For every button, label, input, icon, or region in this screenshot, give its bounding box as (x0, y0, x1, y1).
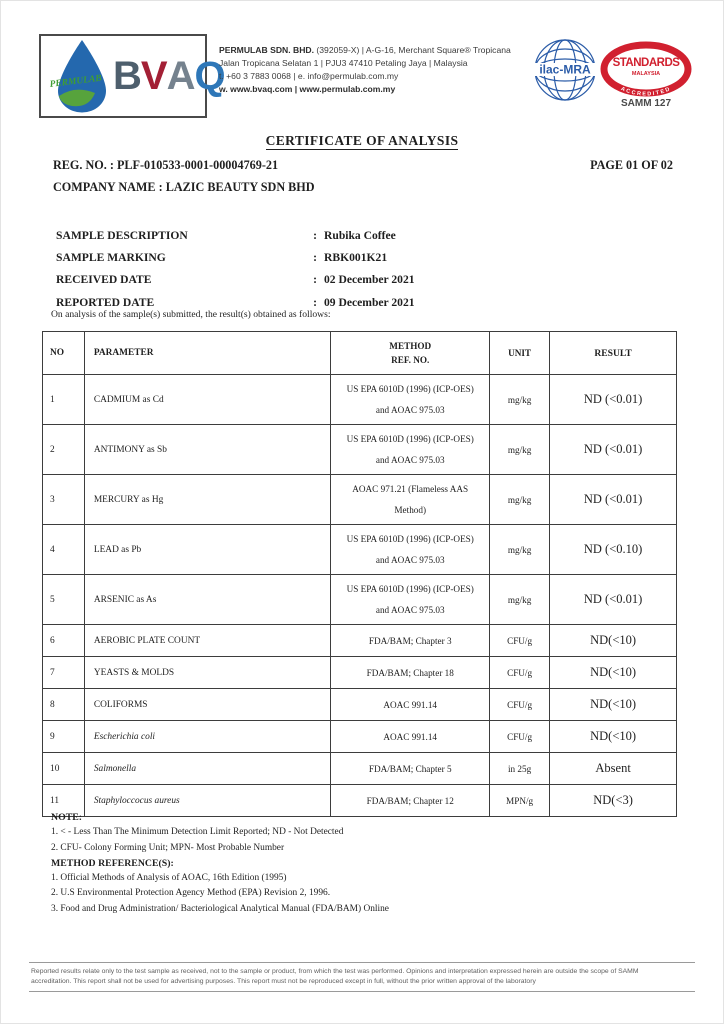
ilac-mra-logo (532, 37, 598, 108)
cell-unit: CFU/g (489, 721, 549, 753)
brand-letter-a: A (166, 54, 195, 98)
disclaimer-footer (29, 962, 695, 992)
bvaq-wordmark (113, 56, 225, 96)
field-label: REPORTED DATE (56, 295, 155, 309)
cell-no: 3 (43, 475, 85, 525)
cell-result: ND (<0.01) (550, 575, 677, 625)
cell-no: 1 (43, 375, 85, 425)
method-line: and AOAC 975.03 (375, 454, 445, 465)
method-line: and AOAC 975.03 (375, 404, 445, 415)
cell-param: ANTIMONY as Sb (84, 425, 331, 475)
table-row (43, 753, 677, 785)
method-line: FDA/BAM; Chapter 5 (368, 763, 452, 774)
field-value: 02 December 2021 (324, 273, 415, 287)
results-table-header (43, 332, 677, 375)
cell-param: AEROBIC PLATE COUNT (84, 625, 331, 657)
cell-result: ND(<10) (550, 721, 677, 753)
reference-item: 1. Official Methods of Analysis of AOAC, 16th Edition (1995) (51, 873, 287, 884)
page-indicator: PAGE 01 OF 02 (590, 158, 673, 172)
method-reference-heading: METHOD REFERENCE(S): (51, 857, 174, 869)
cell-unit: mg/kg (489, 425, 549, 475)
cell-method (331, 657, 490, 689)
analysis-intro-text: On analysis of the sample(s) submitted, the result(s) obtained as follows: (51, 309, 331, 320)
cell-param: Escherichia coli (84, 721, 331, 753)
table-row (43, 425, 677, 475)
table-row (43, 525, 677, 575)
table-row (43, 657, 677, 689)
standards-oval-icon (600, 41, 692, 99)
cell-no: 8 (43, 689, 85, 721)
method-line: US EPA 6010D (1996) (ICP-OES) (346, 383, 474, 394)
samm-number: SAMM 127 (620, 98, 671, 109)
cell-unit: in 25g (489, 753, 549, 785)
sample-marking-row: SAMPLE MARKING : RBK001K21 (56, 251, 388, 265)
cell-result: Absent (550, 753, 677, 785)
cell-no: 5 (43, 575, 85, 625)
cell-no: 11 (43, 785, 85, 817)
cell-unit: MPN/g (489, 785, 549, 817)
field-value: 09 December 2021 (324, 295, 415, 309)
header-result: RESULT (550, 332, 677, 375)
method-line: FDA/BAM; Chapter 3 (368, 635, 452, 646)
cell-param: ARSENIC as As (84, 575, 331, 625)
brand-letter-q: Q (194, 54, 225, 98)
permulab-droplet-logo (45, 37, 119, 115)
results-table (42, 331, 677, 817)
field-value: RBK001K21 (324, 251, 388, 265)
cell-result: ND (<0.10) (550, 525, 677, 575)
company-line-1: PERMULAB SDN. BHD. (392059-X) | A-G-16, Merchant Square® Tropicana (219, 45, 511, 55)
method-line: AOAC 991.14 (383, 699, 438, 710)
note-heading: NOTE: (51, 812, 83, 823)
cell-result: ND (<0.01) (550, 475, 677, 525)
method-line: FDA/BAM; Chapter 18 (366, 667, 454, 678)
company-line-4: w. www.bvaq.com | www.permulab.com.my (219, 83, 396, 94)
table-row (43, 721, 677, 753)
ilac-mra-label: ilac-MRA (539, 62, 591, 77)
cell-no: 7 (43, 657, 85, 689)
reference-item: 3. Food and Drug Administration/ Bacteriological Analytical Manual (FDA/BAM) Online (51, 903, 389, 914)
cell-unit: CFU/g (489, 657, 549, 689)
cell-method (331, 525, 490, 575)
received-date-row: RECEIVED DATE : 02 December 2021 (56, 273, 415, 287)
method-line: Method) (394, 504, 427, 515)
cell-no: 2 (43, 425, 85, 475)
cell-unit: CFU/g (489, 625, 549, 657)
cell-method (331, 375, 490, 425)
company-contact-block (219, 44, 529, 96)
cell-unit: CFU/g (489, 689, 549, 721)
method-line: AOAC 991.14 (383, 731, 438, 742)
document-title-row (1, 132, 723, 150)
cell-result: ND(<10) (550, 625, 677, 657)
results-table-body (43, 375, 677, 817)
company-line-2: Jalan Tropicana Selatan 1 | PJU3 47410 Petaling Jaya | Malaysia (219, 57, 468, 68)
cell-method (331, 753, 490, 785)
method-line: and AOAC 975.03 (375, 554, 445, 565)
note-item: 1. < - Less Than The Minimum Detection Limit Reported; ND - Not Detected (51, 827, 344, 838)
method-line: and AOAC 975.03 (375, 604, 445, 615)
cell-result: ND(<10) (550, 689, 677, 721)
accredited-text: ACCREDITED (619, 85, 673, 98)
header-parameter: PARAMETER (84, 332, 331, 375)
cell-param: CADMIUM as Cd (84, 375, 331, 425)
page-title: CERTIFICATE OF ANALYSIS (265, 133, 459, 148)
cell-no: 6 (43, 625, 85, 657)
cell-result: ND (<0.01) (550, 425, 677, 475)
field-value: Rubika Coffee (324, 228, 396, 242)
sample-info-block (56, 224, 616, 314)
cell-method (331, 625, 490, 657)
cell-no: 10 (43, 753, 85, 785)
header-method: METHOD REF. NO. (331, 332, 490, 375)
cell-param: YEASTS & MOLDS (84, 657, 331, 689)
table-row (43, 625, 677, 657)
method-line: FDA/BAM; Chapter 12 (366, 795, 454, 806)
method-line: US EPA 6010D (1996) (ICP-OES) (346, 433, 474, 444)
standards-malaysia-logo (600, 41, 692, 104)
table-row (43, 375, 677, 425)
cell-param: Salmonella (84, 753, 331, 785)
note-item: 2. CFU- Colony Forming Unit; MPN- Most Probable Number (51, 842, 285, 853)
cell-no: 9 (43, 721, 85, 753)
table-row (43, 575, 677, 625)
brand-letter-b: B (113, 54, 141, 98)
water-drop-icon (45, 37, 119, 115)
registration-row (53, 158, 673, 173)
cell-param: LEAD as Pb (84, 525, 331, 575)
cell-result: ND(<10) (550, 657, 677, 689)
field-label: SAMPLE DESCRIPTION (56, 228, 188, 242)
company-line-3: t. +60 3 7883 0068 | e. info@permulab.com.my (219, 70, 399, 81)
table-row (43, 475, 677, 525)
cell-method (331, 475, 490, 525)
cell-method (331, 721, 490, 753)
cell-unit: mg/kg (489, 475, 549, 525)
permulab-script-text: PERMULAB (49, 73, 103, 90)
cell-unit: mg/kg (489, 375, 549, 425)
globe-icon (532, 37, 598, 103)
method-line: US EPA 6010D (1996) (ICP-OES) (346, 533, 474, 544)
field-label: SAMPLE MARKING (56, 251, 166, 265)
company-name: COMPANY NAME : LAZIC BEAUTY SDN BHD (53, 180, 315, 194)
brand-letter-v: V (140, 54, 167, 98)
table-row (43, 689, 677, 721)
malaysia-text: MALAYSIA (631, 71, 661, 77)
cell-method (331, 425, 490, 475)
sample-description-row: SAMPLE DESCRIPTION : Rubika Coffee (56, 228, 396, 242)
reported-date-row: REPORTED DATE : 09 December 2021 (56, 295, 415, 309)
cell-no: 4 (43, 525, 85, 575)
disclaimer-line-2: accreditation. This report shall not be used for advertising purposes. This report must not be reproduced except in full, without the prior written approval of the laboratory (31, 977, 536, 985)
method-line: AOAC 971.21 (Flameless AAS (352, 483, 469, 494)
standards-text: STANDARDS (612, 57, 680, 69)
cell-param: Staphyloccocus aureus (84, 785, 331, 817)
notes-block (51, 810, 389, 917)
cell-result: ND (<0.01) (550, 375, 677, 425)
cell-unit: mg/kg (489, 525, 549, 575)
cell-param: MERCURY as Hg (84, 475, 331, 525)
reg-no: REG. NO. : PLF-010533-0001-00004769-21 (53, 158, 279, 172)
disclaimer-line-1: Reported results relate only to the test sample as received, not to the sample or product, from which the test was performed. Opinions and interpretation expressed herein are outside the scope of SAMM (31, 968, 639, 975)
reference-item: 2. U.S Environmental Protection Agency Method (EPA) Revision 2, 1996. (51, 888, 331, 899)
header-no: NO (43, 332, 85, 375)
method-line: US EPA 6010D (1996) (ICP-OES) (346, 583, 474, 594)
cell-unit: mg/kg (489, 575, 549, 625)
cell-result: ND(<3) (550, 785, 677, 817)
cell-method (331, 689, 490, 721)
cell-param: COLIFORMS (84, 689, 331, 721)
cell-method (331, 575, 490, 625)
header-unit: UNIT (489, 332, 549, 375)
bvaq-logo-box (39, 34, 225, 118)
field-label: RECEIVED DATE (56, 273, 152, 287)
